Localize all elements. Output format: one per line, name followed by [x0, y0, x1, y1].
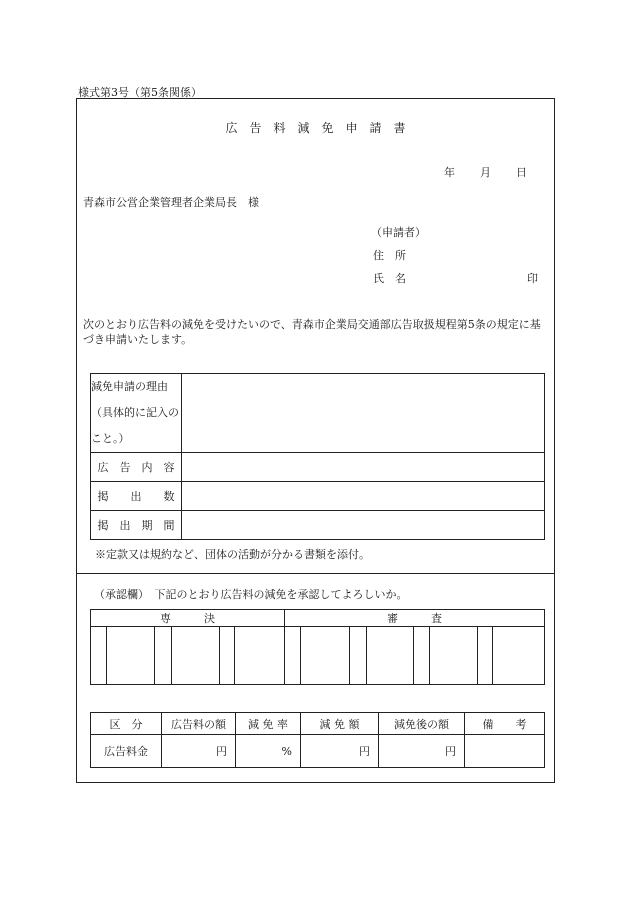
date-year-label: 年	[444, 166, 455, 179]
header-after-amount: 減免後の額	[379, 713, 465, 735]
after-amount-field[interactable]: 円	[379, 735, 465, 768]
reason-label: 減免申請の理由（具体的に記入のこと。）	[91, 374, 182, 453]
header-fee-amount: 広告料の額	[162, 713, 236, 735]
form-title: 広 告 料 減 免 申 請 書	[225, 121, 406, 135]
reason-field[interactable]	[182, 374, 545, 453]
address-label: 住 所	[373, 249, 406, 262]
approval-cell[interactable]	[493, 627, 545, 685]
name-label: 氏 名	[373, 272, 406, 285]
application-table	[90, 373, 545, 540]
approval-cell[interactable]	[285, 627, 301, 685]
approval-cell[interactable]	[350, 627, 367, 685]
date-day-label: 日	[516, 166, 527, 179]
fee-table	[90, 712, 545, 768]
seal-label: 印	[527, 272, 538, 285]
applicant-heading: （申請者）	[371, 226, 426, 239]
header-remarks: 備 考	[465, 713, 545, 735]
approval-text: （承認欄） 下記のとおり広告料の減免を承認してよろしいか。	[94, 588, 408, 601]
approval-cell[interactable]	[301, 627, 350, 685]
reduction-amount-field[interactable]: 円	[301, 735, 379, 768]
header-category: 区 分	[91, 713, 162, 735]
attachment-note: ※定款又は規約など、団体の活動が分かる書類を添付。	[95, 548, 370, 561]
period-label: 掲 出 期 間	[91, 511, 182, 540]
approval-cell[interactable]	[155, 627, 172, 685]
content-label: 広 告 内 容	[91, 453, 182, 482]
approval-cell[interactable]	[367, 627, 414, 685]
approval-cell[interactable]	[107, 627, 155, 685]
application-statement: 次のとおり広告料の減免を受けたいので、青森市企業局交通部広告取扱規程第5条の規定に基づき申請いたします。	[83, 318, 541, 346]
count-label: 掲 出 数	[91, 482, 182, 511]
row-label: 広告料金	[91, 735, 162, 768]
senketsu-header: 専 決	[91, 610, 285, 627]
header-reduction-rate: 減 免 率	[236, 713, 301, 735]
fee-amount-field[interactable]: 円	[162, 735, 236, 768]
reduction-rate-field[interactable]: %	[236, 735, 301, 768]
date-month-label: 月	[480, 166, 491, 179]
count-field[interactable]	[182, 482, 545, 511]
period-field[interactable]	[182, 511, 545, 540]
remarks-field[interactable]	[465, 735, 545, 768]
addressee: 青森市公営企業管理者企業局長 様	[83, 196, 259, 209]
approval-cell[interactable]	[91, 627, 107, 685]
approval-cell[interactable]	[414, 627, 430, 685]
approval-cell[interactable]	[172, 627, 220, 685]
form-number: 様式第3号（第5条関係）	[78, 86, 202, 99]
shinsa-header: 審 査	[285, 610, 545, 627]
section-divider	[76, 573, 555, 574]
approval-table	[90, 609, 545, 685]
approval-cell[interactable]	[430, 627, 478, 685]
header-reduction-amount: 減 免 額	[301, 713, 379, 735]
approval-cell[interactable]	[220, 627, 235, 685]
approval-cell[interactable]	[235, 627, 285, 685]
content-field[interactable]	[182, 453, 545, 482]
approval-cell[interactable]	[478, 627, 493, 685]
